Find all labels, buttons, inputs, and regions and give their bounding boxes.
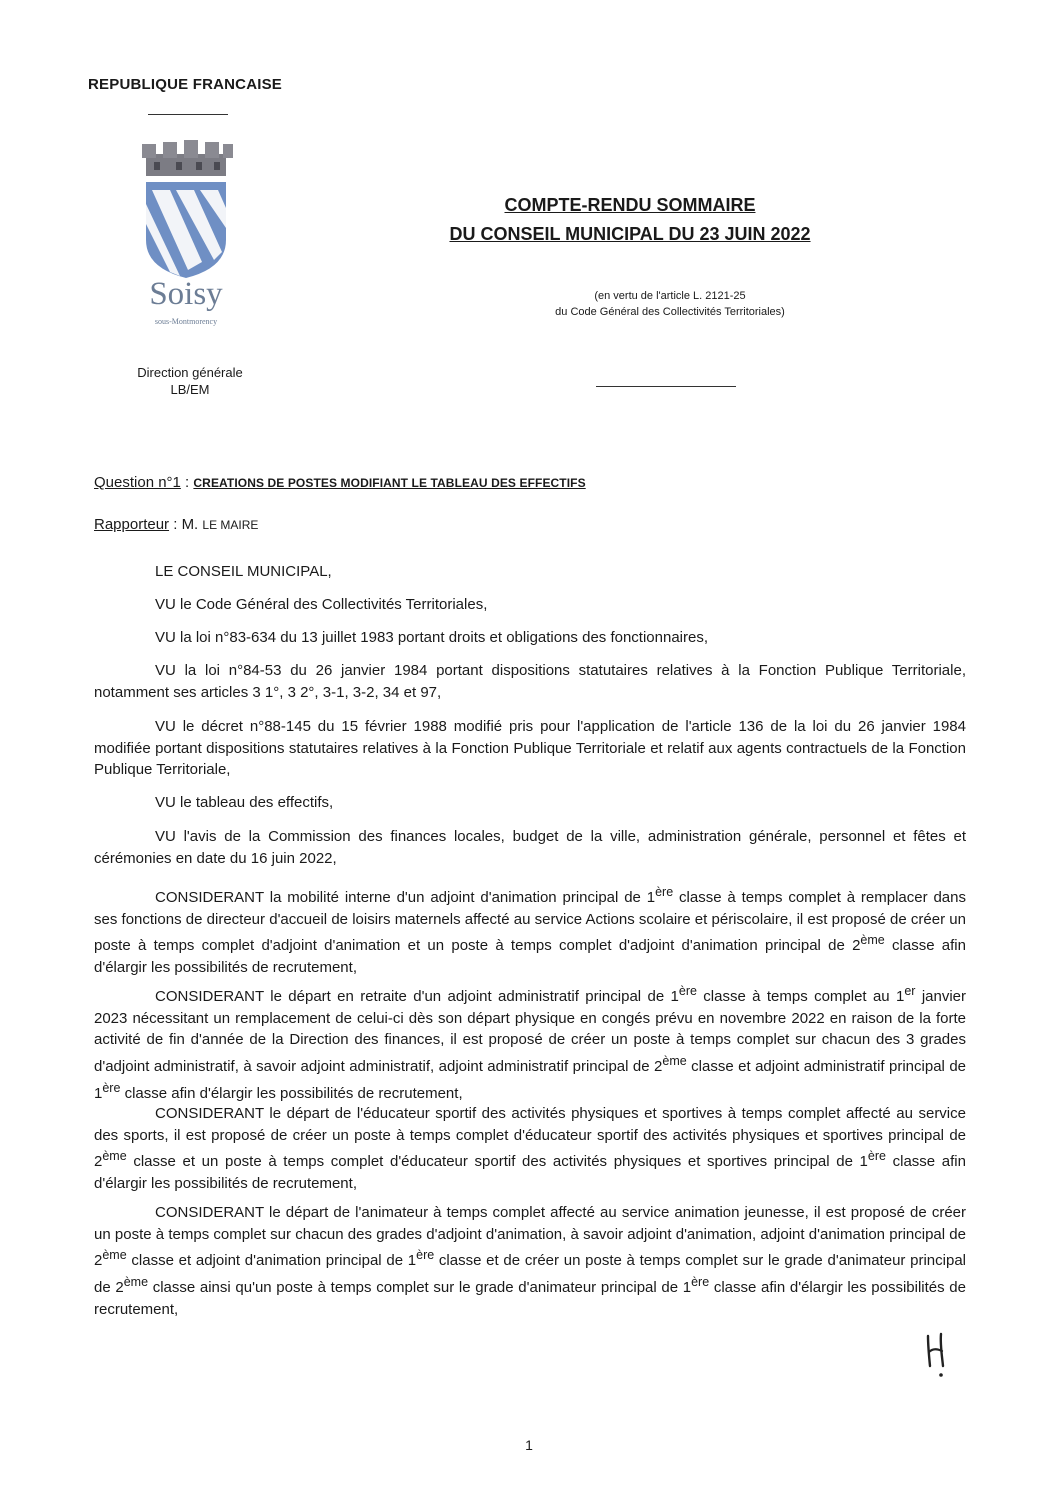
- c3-part-a: CONSIDERANT le départ de l'éducateur sportif des activités physiques et sportives à temps complet affecté au service des sports, il est proposé de créer un poste à temps complet d'éducateur sportif des activités physiques et sportives principal de 2: [94, 1105, 966, 1171]
- handwritten-initial: [918, 1330, 958, 1380]
- sup-ordinal: ère: [416, 1248, 435, 1263]
- sup-ordinal: ème: [123, 1275, 149, 1290]
- rapporteur-name: LE MAIRE: [202, 518, 259, 532]
- c2-part-d: classe et adjoint administratif principal de 1: [94, 1058, 966, 1102]
- republique-heading: REPUBLIQUE FRANCAISE: [88, 76, 283, 93]
- vu-loi-84: VU la loi n°84-53 du 26 janvier 1984 portant dispositions statutaires relatives à la Fonction Publique Territoriale, notamment ses articles 3 1°, 3 2°, 3-1, 3-2, 34 et 97,: [94, 662, 966, 701]
- vu-avis: VU l'avis de la Commission des finances locales, budget de la ville, administration générale, personnel et fêtes et cérémonies en date du 16 juin 2022,: [94, 828, 966, 867]
- question-label: Question n°1: [94, 474, 181, 491]
- legal-note-line2: du Code Général des Collectivités Territoriales): [555, 306, 785, 318]
- page-number: 1: [525, 1437, 533, 1453]
- c1-part-c: classe afin d'élargir les possibilités de recrutement,: [94, 937, 966, 977]
- sup-ordinal: ère: [655, 885, 674, 899]
- logo-town-name: Soisy: [149, 276, 223, 312]
- c1-part-a: CONSIDERANT la mobilité interne d'un adjoint d'animation principal de 1: [155, 889, 656, 906]
- sup-ordinal: ère: [678, 984, 697, 998]
- logo-subtitle: sous-Montmorency: [154, 317, 218, 326]
- c2-part-e: classe afin d'élargir les possibilités de recrutement,: [120, 1084, 463, 1102]
- sup-ordinal: ère: [102, 1080, 121, 1095]
- c2-part-c: janvier 2023 nécessitant un remplacement de celui-ci dès son départ physique en congés prévu en novembre 2022 en raison de la forte activité de fin d'année de la Direction des finances, il est proposé de créer un poste à temps complet sur chacun des 3 grades d'adjoint administratif, à savoir adjoint administratif, adjoint administratif principal de 2: [94, 988, 967, 1076]
- document-title-line1: COMPTE-RENDU SOMMAIRE: [504, 195, 756, 215]
- shield-icon: [146, 182, 226, 278]
- sup-ordinal: ère: [691, 1275, 710, 1290]
- vu-code: VU le Code Général des Collectivités Territoriales,: [155, 596, 488, 613]
- considerant-4: [94, 1202, 966, 1321]
- rapporteur-prefix: M.: [181, 516, 203, 533]
- rapporteur-line: [94, 516, 258, 533]
- c4-part-b: classe et adjoint d'animation principal de 1: [126, 1252, 417, 1270]
- vu-tableau: VU le tableau des effectifs,: [155, 794, 334, 811]
- c4-part-a: CONSIDERANT le départ de l'animateur à temps complet affecté au service animation jeunesse, il est proposé de créer un poste à temps complet sur chacun des grades d'adjoint d'animation, à savoir adjoint d'animation, adjoint d'animation principal de 2: [94, 1204, 966, 1270]
- conseil-heading: LE CONSEIL MUNICIPAL,: [155, 563, 332, 580]
- sup-ordinal: er: [904, 984, 916, 998]
- sup-ordinal: ème: [662, 1054, 687, 1069]
- question-title: CREATIONS DE POSTES MODIFIANT LE TABLEAU DES EFFECTIFS: [193, 476, 586, 490]
- c3-part-b: classe et un poste à temps complet d'éducateur sportif des activités physiques et sportives principal de 1: [126, 1153, 868, 1171]
- c2-part-a: CONSIDERANT le départ en retraite d'un adjoint administratif principal de 1: [155, 988, 679, 1005]
- c2-part-b: classe à temps complet au 1: [696, 988, 905, 1005]
- department-name: Direction générale: [137, 365, 243, 380]
- author-initials: LB/EM: [170, 382, 210, 397]
- c4-part-d: classe ainsi qu'un poste à temps complet sur le grade d'animateur principal de 1: [148, 1279, 692, 1297]
- legal-note-line1: (en vertu de l'article L. 2121-25: [594, 290, 746, 302]
- considerant-3: [94, 1103, 966, 1195]
- c3-part-c: classe afin d'élargir les possibilités de recrutement,: [94, 1153, 966, 1193]
- vu-loi-83: VU la loi n°83-634 du 13 juillet 1983 portant droits et obligations des fonctionnaires,: [155, 629, 709, 646]
- title-divider: [596, 386, 736, 387]
- sup-ordinal: ère: [867, 1149, 886, 1164]
- sup-ordinal: ème: [102, 1149, 127, 1164]
- rapporteur-label: Rapporteur: [94, 516, 170, 533]
- document-title-line2: DU CONSEIL MUNICIPAL DU 23 JUIN 2022: [449, 224, 811, 244]
- sup-ordinal: ème: [102, 1248, 127, 1263]
- mural-crown-icon: [142, 140, 233, 176]
- sup-ordinal: ème: [860, 933, 885, 948]
- question-heading: [94, 474, 586, 491]
- c4-part-e: classe afin d'élargir les possibilités de recrutement,: [94, 1279, 966, 1318]
- c1-part-b: classe à temps complet à remplacer dans ses fonctions de directeur d'accueil de loisirs maternels affecté au service Actions scolaire et périscolaire, il est proposé de créer un poste à temps complet d'adjoint d'animation et un poste à temps complet d'adjoint d'animation principal de 2: [94, 889, 966, 955]
- header-divider: [148, 114, 228, 115]
- c4-part-c: classe et de créer un poste à temps complet sur le grade d'animateur principal de 2: [94, 1252, 966, 1297]
- rapporteur-separator: :: [169, 516, 182, 533]
- vu-decret: VU le décret n°88-145 du 15 février 1988 modifié pris pour l'application de l'article 136 de la loi du 26 janvier 1984 modifiée portant dispositions statutaires relatives à la Fonction Publique Territoriale et relatif aux agents contractuels de la Fonction Publique Territoriale,: [94, 718, 966, 779]
- considerant-2: [94, 981, 966, 1105]
- considerant-1: [94, 882, 966, 979]
- question-separator: :: [180, 474, 194, 491]
